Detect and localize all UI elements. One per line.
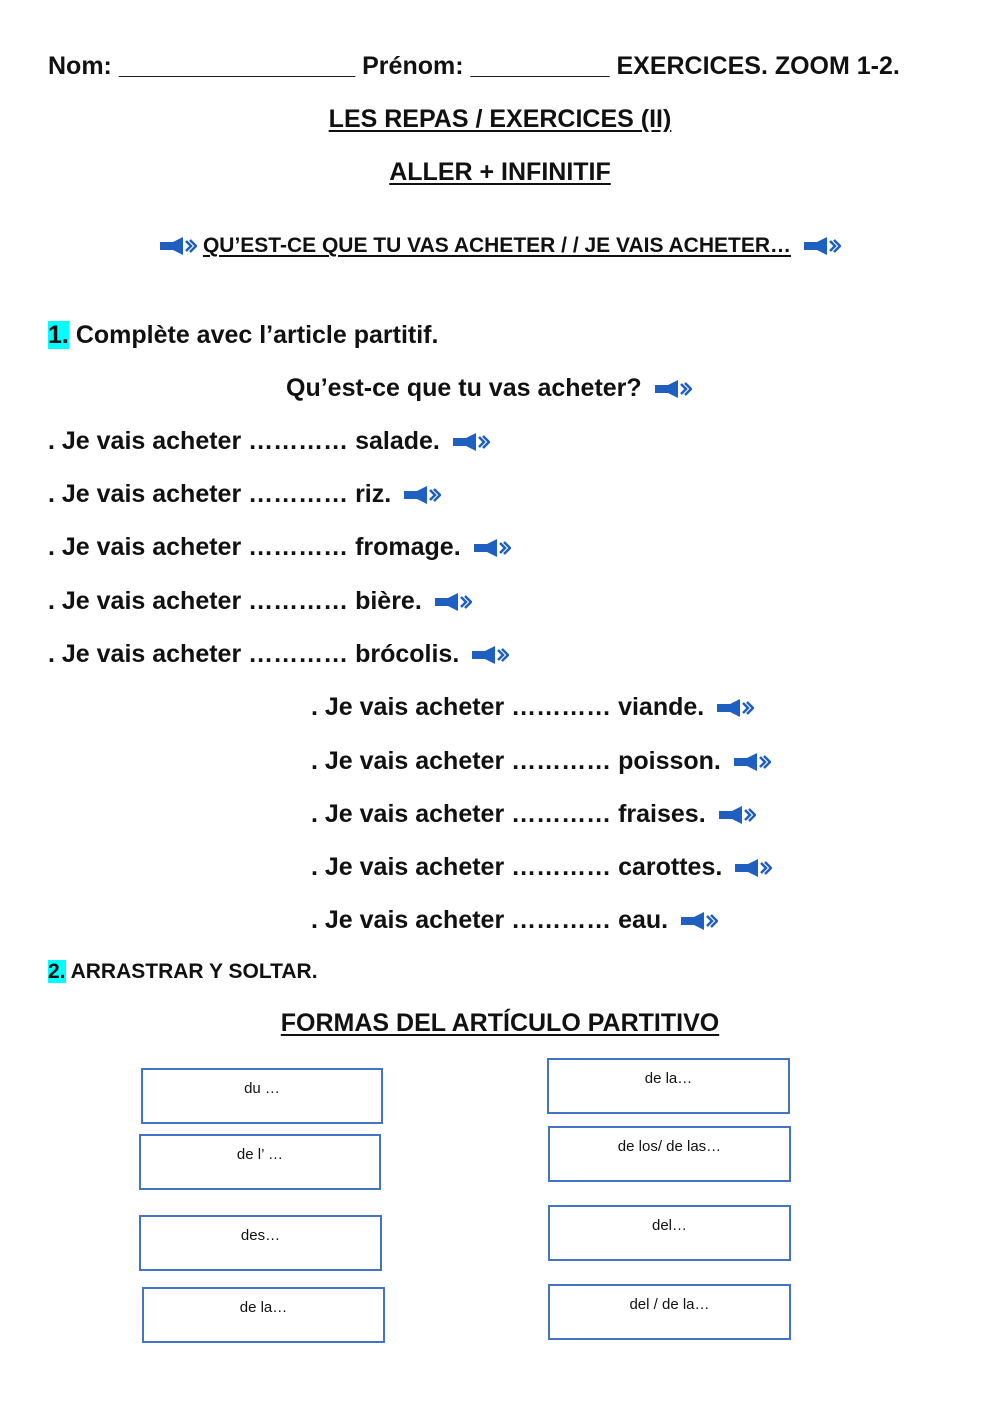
- speaker-icon[interactable]: [680, 911, 718, 931]
- speaker-icon[interactable]: [803, 236, 841, 256]
- list-item: . Je vais acheter ………… viande.: [311, 693, 754, 722]
- speaker-icon[interactable]: [471, 645, 509, 665]
- list-item: . Je vais acheter ………… bière.: [48, 587, 472, 616]
- title-les-repas: LES REPAS / EXERCICES (II): [328, 105, 672, 133]
- speaker-icon[interactable]: [159, 236, 197, 256]
- drag-box[interactable]: del…: [548, 1205, 791, 1261]
- speaker-icon[interactable]: [452, 432, 490, 452]
- drop-box[interactable]: de l’ …: [139, 1134, 381, 1190]
- list-item: . Je vais acheter ………… carottes.: [311, 853, 772, 882]
- speaker-icon[interactable]: [654, 379, 692, 399]
- question: Qu’est-ce que tu vas acheter?: [286, 374, 642, 402]
- list-item: . Je vais acheter ………… brócolis.: [48, 640, 509, 669]
- list-item: . Je vais acheter ………… fromage.: [48, 533, 511, 562]
- speaker-icon[interactable]: [718, 805, 756, 825]
- exercise1-instruction: Complète avec l’article partitif.: [75, 321, 439, 349]
- list-item: . Je vais acheter ………… riz.: [48, 480, 441, 509]
- title-aller-infinitif: ALLER + INFINITIF: [389, 158, 611, 186]
- list-item: . Je vais acheter ………… eau.: [311, 906, 718, 935]
- list-item: . Je vais acheter ………… poisson.: [311, 747, 771, 776]
- drag-box[interactable]: del / de la…: [548, 1284, 791, 1340]
- drop-box[interactable]: de la…: [142, 1287, 385, 1343]
- forms-title: FORMAS DEL ARTÍCULO PARTITIVO: [280, 1009, 720, 1037]
- exercise1-heading: [48, 321, 438, 350]
- speaker-icon[interactable]: [734, 858, 772, 878]
- drop-box[interactable]: du …: [141, 1068, 383, 1124]
- question-row: [286, 374, 692, 403]
- list-item: . Je vais acheter ………… salade.: [48, 427, 490, 456]
- subtitle: QU’EST-CE QUE TU VAS ACHETER / / JE VAIS ACHETER…: [202, 234, 792, 257]
- drop-box[interactable]: des…: [139, 1215, 382, 1271]
- drag-box[interactable]: de los/ de las…: [548, 1126, 791, 1182]
- list-item: . Je vais acheter ………… fraises.: [311, 800, 756, 829]
- speaker-icon[interactable]: [434, 592, 472, 612]
- exercise1-number: 1.: [48, 321, 69, 349]
- speaker-icon[interactable]: [473, 538, 511, 558]
- name-line: Nom: _________________ Prénom: __________ EXERCICES. ZOOM 1-2.: [48, 52, 900, 80]
- exercise2-heading: [48, 960, 318, 984]
- speaker-icon[interactable]: [733, 752, 771, 772]
- drag-box[interactable]: de la…: [547, 1058, 790, 1114]
- speaker-icon[interactable]: [716, 698, 754, 718]
- subtitle-row: [0, 234, 1000, 258]
- exercise2-number: 2.: [48, 960, 66, 983]
- exercise2-instruction: ARRASTRAR Y SOLTAR.: [70, 960, 318, 983]
- speaker-icon[interactable]: [403, 485, 441, 505]
